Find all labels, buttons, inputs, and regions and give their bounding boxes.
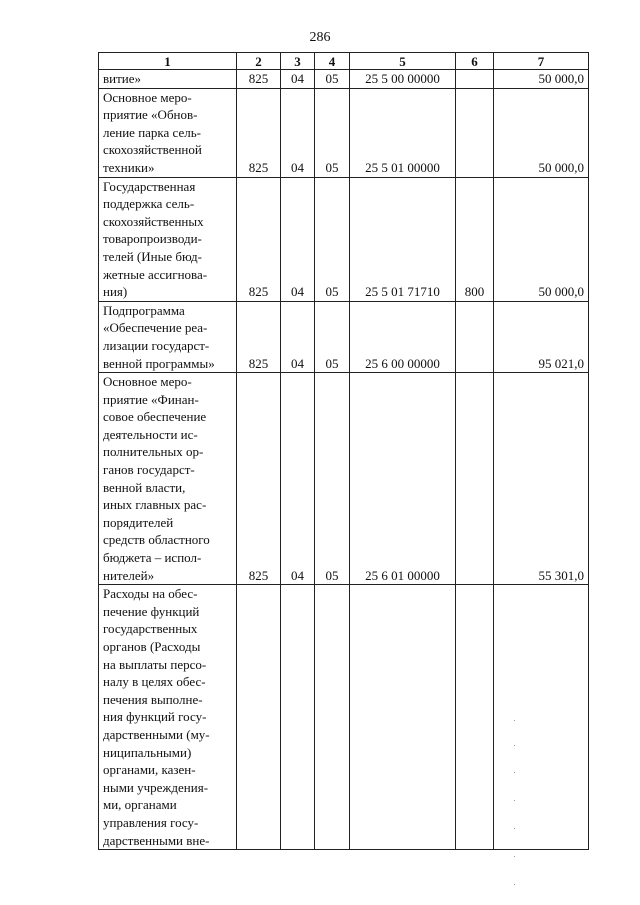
cell-section: 04 (281, 177, 315, 301)
cell-amount: 50 000,0 (494, 88, 589, 177)
table-row (99, 88, 589, 177)
description-line: приятие «Обнов- (103, 107, 198, 123)
description-line: средств областного (103, 532, 210, 548)
description-line: ганов государст- (103, 462, 195, 478)
description-line: венной программы» (103, 355, 215, 371)
table-row (99, 177, 589, 301)
cell-subsection: 05 (315, 177, 350, 301)
cell-section: 04 (281, 88, 315, 177)
description-line: ми, органами (103, 797, 177, 813)
cell-target-article (350, 585, 456, 850)
description-line: порядителей (103, 514, 174, 530)
description-line: полнительных ор- (103, 444, 204, 460)
description-line: скохозяйственных (103, 213, 204, 229)
description-line: управления госу- (103, 814, 199, 830)
cell-target-article: 25 6 01 00000 (350, 373, 456, 585)
cell-expense-type (456, 585, 494, 850)
description-line: венной власти, (103, 479, 186, 495)
cell-ministry-code: 825 (237, 70, 281, 89)
description-line: ление парка сель- (103, 124, 202, 140)
scan-dot (514, 720, 515, 721)
column-header-7: 7 (494, 53, 589, 70)
row-description (99, 585, 237, 850)
cell-expense-type (456, 301, 494, 372)
description-line: телей (Иные бюд- (103, 248, 202, 264)
column-header-4: 4 (315, 53, 350, 70)
column-header-3: 3 (281, 53, 315, 70)
column-header-6: 6 (456, 53, 494, 70)
description-line: жетные ассигнова- (103, 266, 208, 282)
cell-expense-type: 800 (456, 177, 494, 301)
cell-ministry-code: 825 (237, 177, 281, 301)
description-line: приятие «Финан- (103, 391, 199, 407)
description-line: бюджета – испол- (103, 550, 202, 566)
cell-subsection: 05 (315, 301, 350, 372)
scan-dot (514, 745, 515, 746)
description-line: ния функций госу- (103, 709, 207, 725)
table-row (99, 373, 589, 585)
cell-expense-type (456, 88, 494, 177)
row-description (99, 373, 237, 585)
description-line: ными учреждения- (103, 779, 209, 795)
description-line: ниципальными) (103, 744, 192, 760)
scan-dot (514, 884, 515, 885)
cell-subsection: 05 (315, 70, 350, 89)
cell-subsection (315, 585, 350, 850)
cell-target-article: 25 5 01 71710 (350, 177, 456, 301)
budget-table (98, 52, 589, 850)
scan-dot (514, 856, 515, 857)
page-number: 286 (309, 30, 331, 45)
scan-dot (514, 828, 515, 829)
description-line: налу в целях обес- (103, 674, 206, 690)
cell-amount (494, 585, 589, 850)
description-line: ния) (103, 284, 128, 300)
cell-ministry-code: 825 (237, 301, 281, 372)
cell-expense-type (456, 373, 494, 585)
table-row (99, 70, 589, 89)
description-line: поддержка сель- (103, 196, 195, 212)
description-line: Расходы на обес- (103, 586, 198, 602)
row-description (99, 70, 237, 89)
table-row (99, 585, 589, 850)
cell-ministry-code (237, 585, 281, 850)
cell-expense-type (456, 70, 494, 89)
table-row (99, 301, 589, 372)
row-description (99, 301, 237, 372)
description-line: совое обеспечение (103, 409, 207, 425)
cell-section (281, 585, 315, 850)
description-line: Подпрограмма (103, 302, 185, 318)
cell-amount: 95 021,0 (494, 301, 589, 372)
cell-subsection: 05 (315, 373, 350, 585)
description-line: Основное меро- (103, 374, 192, 390)
column-header-5: 5 (350, 53, 456, 70)
description-line: дарственными (му- (103, 726, 210, 742)
cell-section: 04 (281, 70, 315, 89)
description-line: нителей» (103, 567, 155, 583)
scan-dot (514, 772, 515, 773)
description-line: «Обеспечение реа- (103, 320, 208, 336)
description-line: скохозяйственной (103, 142, 202, 158)
cell-section: 04 (281, 373, 315, 585)
description-line: техники» (103, 159, 155, 175)
description-line: иных главных рас- (103, 497, 207, 513)
cell-amount: 55 301,0 (494, 373, 589, 585)
cell-target-article: 25 5 01 00000 (350, 88, 456, 177)
description-line: Государственная (103, 178, 196, 194)
cell-target-article: 25 6 00 00000 (350, 301, 456, 372)
row-description (99, 88, 237, 177)
cell-subsection: 05 (315, 88, 350, 177)
table-header-row (99, 53, 589, 70)
cell-amount: 50 000,0 (494, 70, 589, 89)
description-line: лизации государст- (103, 337, 210, 353)
cell-target-article: 25 5 00 00000 (350, 70, 456, 89)
column-header-1: 1 (99, 53, 237, 70)
cell-section: 04 (281, 301, 315, 372)
description-line: печения выполне- (103, 691, 203, 707)
cell-ministry-code: 825 (237, 88, 281, 177)
row-description (99, 177, 237, 301)
cell-ministry-code: 825 (237, 373, 281, 585)
scan-dot (514, 800, 515, 801)
description-line: на выплаты персо- (103, 656, 207, 672)
description-line: деятельности ис- (103, 426, 198, 442)
description-line: витие» (103, 71, 142, 86)
description-line: печение функций (103, 603, 200, 619)
description-line: государственных (103, 621, 198, 637)
description-line: органов (Расходы (103, 639, 201, 654)
table-body (99, 70, 589, 850)
description-line: дарственными вне- (103, 832, 210, 848)
description-line: органами, казен- (103, 762, 196, 778)
description-line: Основное меро- (103, 89, 192, 105)
description-line: товаропроизводи- (103, 231, 202, 247)
column-header-2: 2 (237, 53, 281, 70)
cell-amount: 50 000,0 (494, 177, 589, 301)
